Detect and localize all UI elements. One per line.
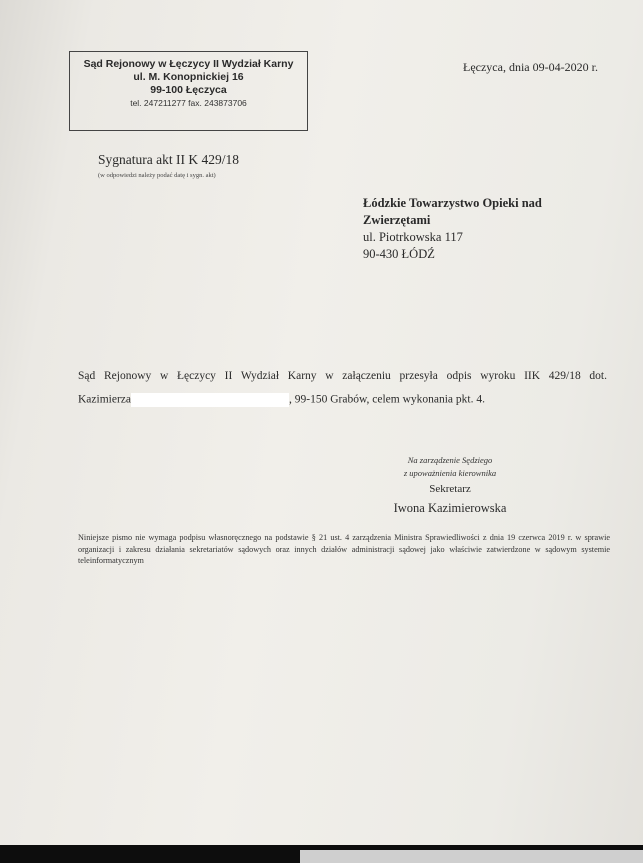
court-name: Sąd Rejonowy w Łęczycy II Wydział Karny [83,58,294,70]
body-text-line1: Sąd Rejonowy w Łęczycy II Wydział Karny w załączeniu przesyła odpis wyroku IIK 429/18 dot. [78,370,607,382]
signoff-order-line1: Na zarządzenie Sędziego [407,455,493,465]
signoff-block [370,454,530,518]
body-name-start: Kazimierza [78,393,131,406]
recipient-address [363,195,542,263]
recipient-name-line2: Zwierzętami [363,213,431,227]
redaction-block [131,393,289,407]
case-reference: Sygnatura akt II K 429/18 [98,152,239,167]
body-text-line2 [78,393,485,407]
date-line: Łęczyca, dnia 09-04-2020 r. [463,60,598,74]
bottom-tab [300,850,643,863]
court-contact: tel. 247211277 fax. 243873706 [130,98,247,108]
court-street: ul. M. Konopnickiej 16 [133,71,244,83]
signoff-order-line2: z upoważnienia kierownika [403,468,497,478]
legal-footnote: Niniejsze pismo nie wymaga podpisu własnoręcznego na podstawie § 21 ust. 4 zarządzenia Ministra Sprawiedliwości z dnia 19 czerwca 2019 r. w sprawie organizacji i zakresu działania sekretariatów sądowych oraz innych działów administracji sądowej jako właściwie zatwierdzone w sądowym systemie teleinformatycznym [78,533,610,565]
court-header-box [69,51,308,131]
recipient-name-line1: Łódzkie Towarzystwo Opieki nad [363,196,542,210]
body-line2-end: , 99-150 Grabów, celem wykonania pkt. 4. [289,393,485,406]
court-postal-city: 99-100 Łęczyca [150,84,227,96]
reply-note: (w odpowiedzi należy podać datę i sygn. akt) [98,172,216,179]
signoff-name: Iwona Kazimierowska [393,501,507,515]
recipient-postal-city: 90-430 ŁÓDŹ [363,247,435,261]
recipient-street: ul. Piotrkowska 117 [363,230,463,244]
signoff-role: Sekretarz [429,483,471,495]
